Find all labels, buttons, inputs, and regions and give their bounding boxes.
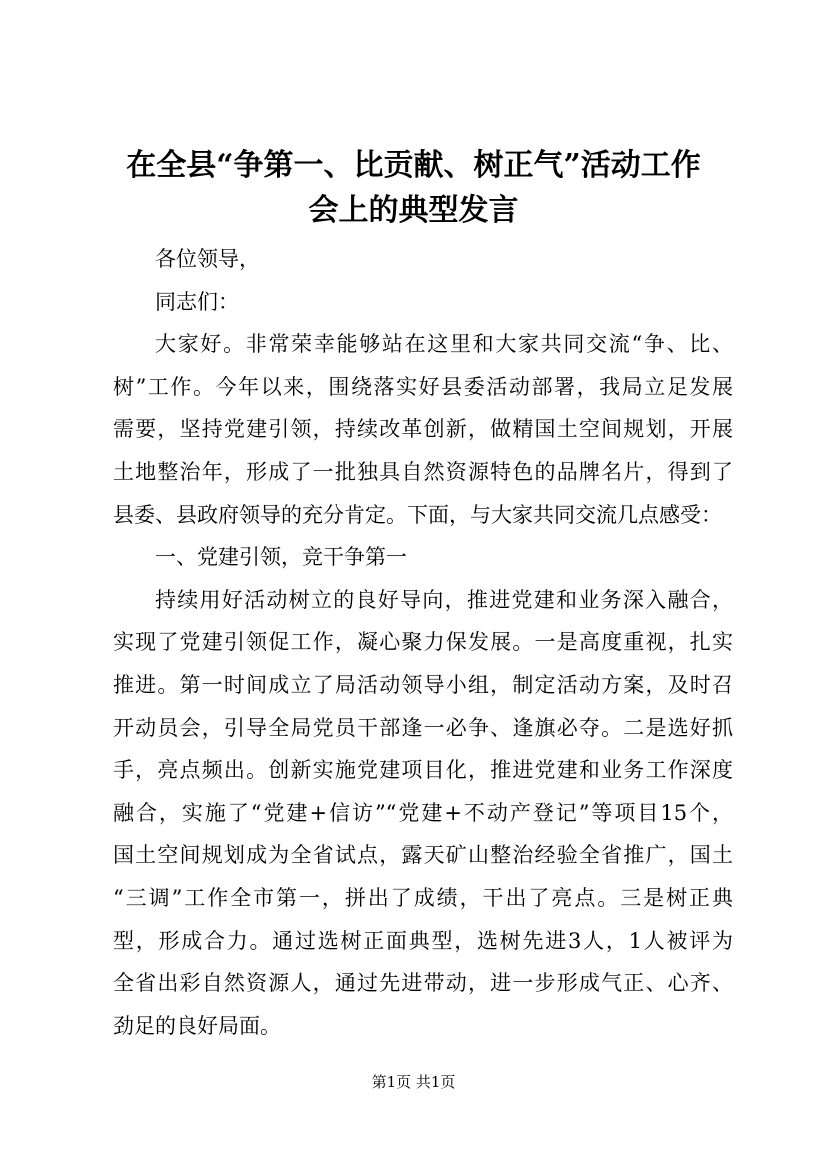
salutation-leaders: 各位领导，	[155, 247, 260, 271]
salutation-comrades: 同志们：	[155, 289, 239, 314]
paragraph-line: 持续用好活动树立的良好导向，推进党建和业务深入融合，	[155, 587, 733, 612]
paragraph-line: 型，形成合力。通过选树正面典型，选树先进3人，1人被评为	[113, 928, 733, 953]
paragraph-line: 需要，坚持党建引领，持续改革创新，做精国土空间规划，开展	[113, 417, 733, 442]
paragraph-line: “三调”工作全市第一，拼出了成绩，干出了亮点。三是树正典	[113, 885, 733, 910]
document-body	[113, 238, 733, 1047]
paragraph-line: 树”工作。今年以来，围绕落实好县委活动部署，我局立足发展	[113, 374, 733, 399]
title-line-2: 会上的典型发言	[308, 193, 519, 228]
paragraph-line: 融合，实施了“党建+信访”“党建+不动产登记”等项目15个，	[113, 800, 733, 825]
document-title	[100, 143, 727, 233]
page-footer: 第1页 共1页	[371, 1073, 456, 1091]
paragraph-line: 实现了党建引领促工作，凝心聚力保发展。一是高度重视，扎实	[113, 630, 733, 655]
section-heading-1: 一、党建引领，竞干争第一	[155, 545, 407, 570]
paragraph-line: 土地整治年，形成了一批独具自然资源特色的品牌名片，得到了	[113, 459, 733, 484]
paragraph-line: 开动员会，引导全局党员干部逢一必争、逢旗必夺。二是选好抓	[113, 715, 733, 740]
paragraph-line: 大家好。非常荣幸能够站在这里和大家共同交流“争、比、	[155, 332, 733, 357]
paragraph-line: 手，亮点频出。创新实施党建项目化，推进党建和业务工作深度	[113, 758, 733, 783]
paragraph-line: 国土空间规划成为全省试点，露天矿山整治经验全省推广，国土	[113, 843, 733, 868]
paragraph-line: 全省出彩自然资源人，通过先进带动，进一步形成气正、心齐、	[113, 971, 733, 996]
paragraph-line: 推进。第一时间成立了局活动领导小组，制定活动方案，及时召	[113, 672, 733, 697]
paragraph-party-building	[113, 579, 733, 1048]
paragraph-line: 劲足的良好局面。	[113, 1013, 281, 1038]
title-line-1: 在全县“争第一、比贡献、树正气”活动工作	[126, 148, 701, 183]
paragraph-line: 县委、县政府领导的充分肯定。下面，与大家共同交流几点感受：	[113, 502, 722, 527]
paragraph-intro	[113, 323, 733, 536]
